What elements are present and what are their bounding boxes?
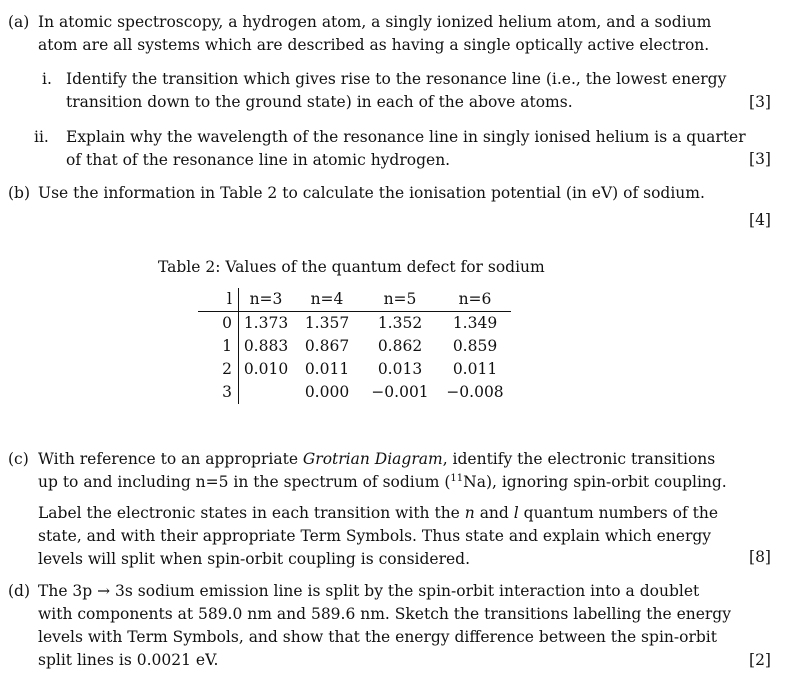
question-d-label: (d) [8,582,31,600]
table-cell: 0.013 [377,360,423,378]
table-cell: 0.000 [304,383,350,401]
table-row [198,335,511,358]
symbol-n: n [464,504,475,522]
question-a-ii-text [66,126,746,172]
table-header-row [198,288,511,312]
table-header-cell: n=6 [439,288,511,312]
table-cell: 1.357 [304,314,350,332]
question-d-marks: [2] [749,651,771,669]
question-a-i-marks: [3] [749,93,771,111]
question-a-text [38,11,738,57]
table-row [198,312,511,336]
question-a-ii-line-2: of that of the resonance line in atomic hydrogen. [66,151,451,169]
question-c-para2-mid: and [474,504,514,522]
question-a-i-label: i. [42,70,52,88]
question-b-marks: [4] [749,211,771,229]
mass-number-superscript: 11 [450,472,464,484]
table-cell: 2 [198,358,239,381]
question-c-line-1-pre: With reference to an appropriate [38,450,303,468]
question-a-label: (a) [8,13,30,31]
question-b-line-1: Use the information in Table 2 to calculate the ionisation potential (in eV) of sodium. [38,184,705,202]
question-a-i-line-1: Identify the transition which gives rise to the resonance line (i.e., the lowest energy [66,70,727,88]
question-a-line-2: atom are all systems which are described as having a single optically active electron. [38,36,710,54]
question-d-line-2: with components at 589.0 nm and 589.6 nm. Sketch the transitions labelling the energy [38,605,731,623]
question-c-text [38,448,738,571]
question-c-para2-line-3: levels will split when spin-orbit coupling is considered. [38,550,471,568]
question-c-label: (c) [8,450,29,468]
table-header-cell: l [198,288,239,312]
question-c-para2-post: quantum numbers of the [518,504,719,522]
question-c-para2-line-2: state, and with their appropriate Term Symbols. Thus state and explain which energy [38,527,712,545]
question-b-text [38,182,738,205]
table-caption: Table 2: Values of the quantum defect for sodium [158,258,545,276]
table-cell: 1.373 [243,314,289,332]
table-cell: 0.011 [452,360,498,378]
question-c-line-1-post: , identify the electronic transitions [442,450,716,468]
symbol-l: l [513,504,519,522]
question-c-line-1 [38,448,738,471]
question-d-line-3: levels with Term Symbols, and show that the energy difference between the spin-orbit [38,628,717,646]
question-a-i-text [66,68,738,114]
table-header-cell: n=3 [239,288,294,312]
question-a-line-1: In atomic spectroscopy, a hydrogen atom, a singly ionized helium atom, and a sodium [38,13,712,31]
table-cell: −0.008 [446,383,504,401]
grotrian-diagram-term: Grotrian Diagram [302,450,443,468]
table-header-cell: n=4 [293,288,361,312]
table-cell: 0.859 [452,337,498,355]
question-a-ii-marks: [3] [749,150,771,168]
table-row [198,381,511,404]
question-d-line-4: split lines is 0.0021 eV. [38,651,219,669]
question-c-para2-pre: Label the electronic states in each transition with the [38,504,465,522]
question-c-line-2-post: Na), ignoring spin-orbit coupling. [463,473,727,491]
table-cell: 0.862 [377,337,423,355]
question-c-marks: [8] [749,548,771,566]
question-c-line-2-pre: up to and including n=5 in the spectrum of sodium ( [38,473,451,491]
question-b-label: (b) [8,184,31,202]
table-row [198,358,511,381]
question-a-i-line-2: transition down to the ground state) in each of the above atoms. [66,93,573,111]
question-a-ii-line-1: Explain why the wavelength of the resonance line in singly ionised helium is a quarter [66,128,746,146]
table-cell: 1.352 [377,314,423,332]
table-cell [239,381,294,404]
table-cell: 0.011 [304,360,350,378]
table-cell: 3 [198,381,239,404]
question-d-line-1: The 3p → 3s sodium emission line is split by the spin-orbit interaction into a doublet [38,582,700,600]
table-cell: −0.001 [371,383,429,401]
quantum-defect-table [198,288,511,404]
question-c-para2-line-1 [38,502,738,525]
table-cell: 0.867 [304,337,350,355]
table-cell: 0 [198,312,239,336]
table-cell: 1 [198,335,239,358]
table-cell: 0.010 [243,360,289,378]
question-a-ii-label: ii. [34,128,49,146]
question-d-text [38,580,738,672]
table-header-cell: n=5 [361,288,439,312]
table-cell: 0.883 [243,337,289,355]
question-c-line-2 [38,471,738,494]
table-cell: 1.349 [452,314,498,332]
